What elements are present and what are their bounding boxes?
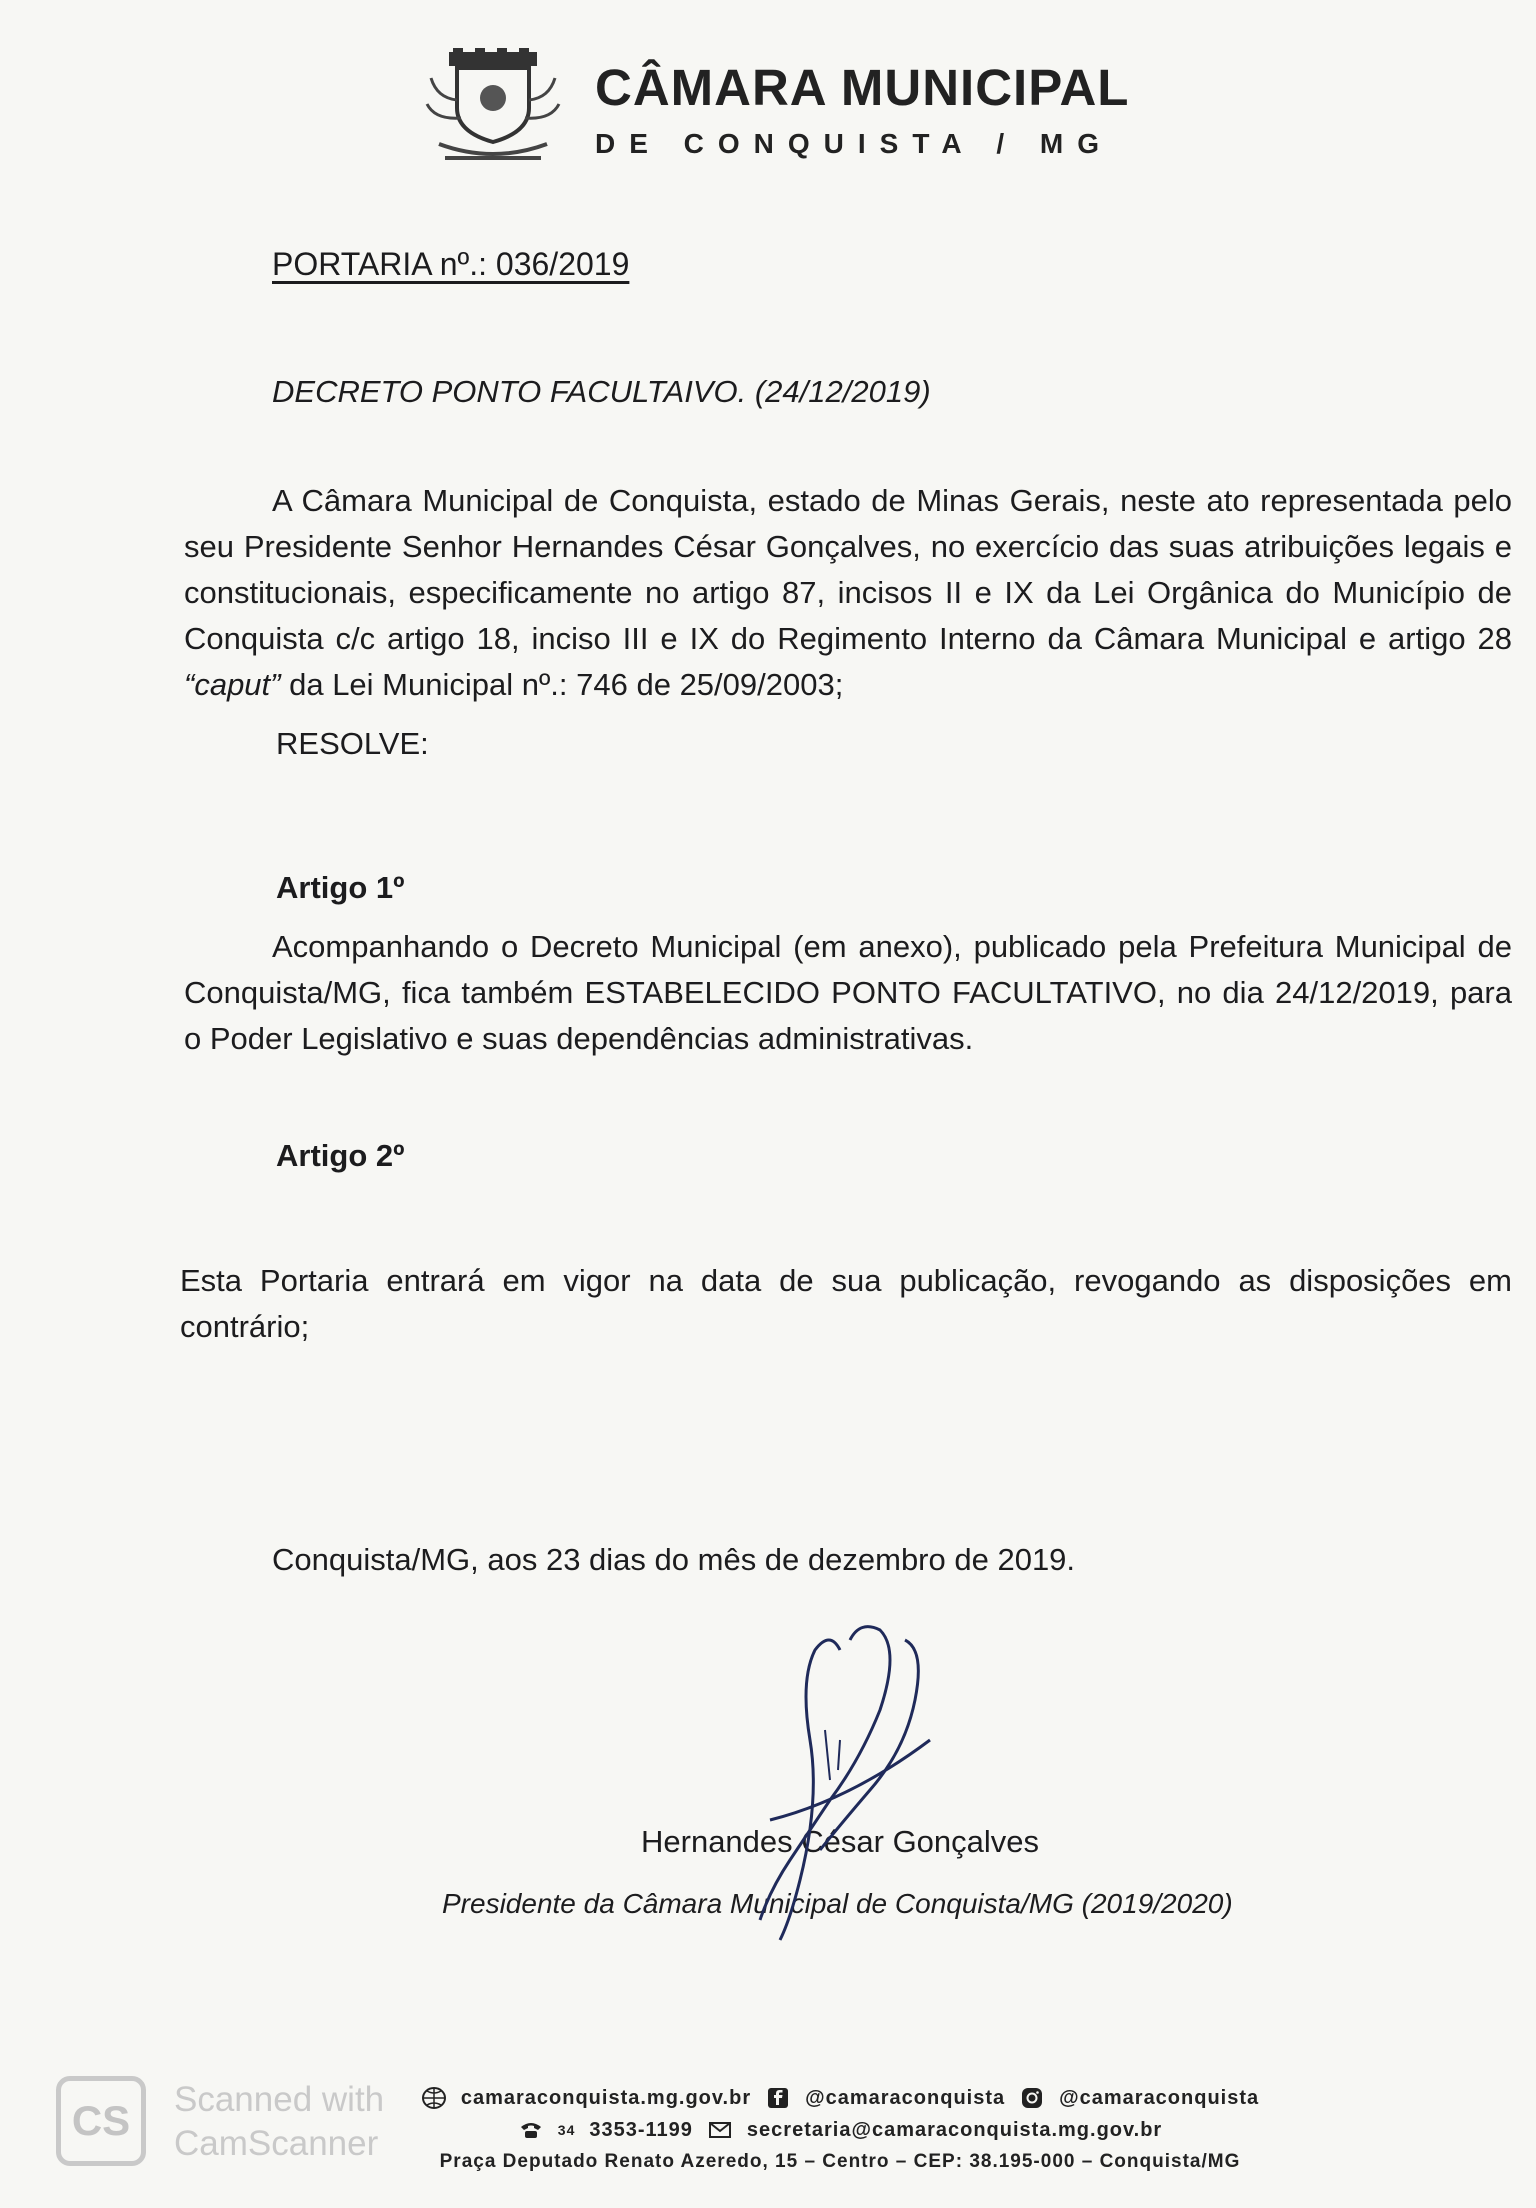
phone-icon [518,2119,544,2141]
footer [320,2082,1360,2178]
preamble-caput: “caput” [184,667,281,702]
footer-contact-row [320,2082,1360,2114]
article-1-heading: Artigo 1º [276,870,405,905]
footer-phone-area: 34 [557,2122,576,2138]
footer-facebook[interactable]: @camaraconquista [805,2086,1006,2109]
email-icon [707,2119,733,2141]
signer-role: Presidente da Câmara Municipal de Conquista/MG (2019/2020) [442,1888,1233,1919]
decreto-title: DECRETO PONTO FACULTAIVO. (24/12/2019) [272,374,931,409]
facebook-icon [765,2087,791,2109]
signer-name: Hernandes César Gonçalves [641,1824,1040,1859]
globe-icon [421,2087,447,2109]
footer-website[interactable]: camaraconquista.mg.gov.br [460,2086,752,2109]
footer-address: Praça Deputado Renato Azeredo, 15 – Centro – CEP: 38.195-000 – Conquista/MG [439,2151,1241,2172]
footer-phone[interactable]: 3353-1199 [589,2118,693,2141]
closing-date-line: Conquista/MG, aos 23 dias do mês de dezembro de 2019. [272,1542,1076,1577]
footer-instagram[interactable]: @camaraconquista [1059,2086,1260,2109]
watermark-line-2: CamScanner [174,2124,379,2163]
footer-phone-row [320,2114,1360,2146]
watermark-line-1: Scanned with [174,2080,385,2119]
footer-email[interactable]: secretaria@camaraconquista.mg.gov.br [746,2118,1163,2141]
preamble-text-end: da Lei Municipal nº.: 746 de 25/09/2003; [280,667,844,702]
resolve-label: RESOLVE: [276,726,429,761]
camscanner-logo: CS [56,2076,146,2166]
crest-logo [425,48,561,164]
preamble-text: A Câmara Municipal de Conquista, estado de Minas Gerais, neste ato representada pelo seu Presidente Senhor Hernandes César Gonçalves, no exercício das suas atribuições legais e constitucionais, especificamente no artigo 87, incisos II e IX da Lei Orgânica do Município de Conquista c/c artigo 18, inciso III e IX do Regimento Interno da Câmara Municipal e artigo 28 [184,483,1512,656]
camscanner-watermark [174,2078,384,2166]
portaria-number: PORTARIA nº.: 036/2019 [272,246,630,282]
header-subtitle: DE CONQUISTA / MG [595,128,1113,159]
article-2-text: Esta Portaria entrará em vigor na data de sua publicação, revogando as disposições em contrário; [180,1263,1512,1344]
handwritten-signature [730,1620,950,1950]
article-1-text: Acompanhando o Decreto Municipal (em anexo), publicado pela Prefeitura Municipal de Conquista/MG, fica também ESTABELECIDO PONTO FACULTATIVO, no dia 24/12/2019, para o Poder Legislativo e suas dependências administrativas. [184,929,1512,1056]
article-2-heading: Artigo 2º [276,1138,405,1173]
preamble-paragraph [184,478,1512,708]
instagram-icon [1019,2087,1045,2109]
header-title: CÂMARA MUNICIPAL [595,59,1130,116]
